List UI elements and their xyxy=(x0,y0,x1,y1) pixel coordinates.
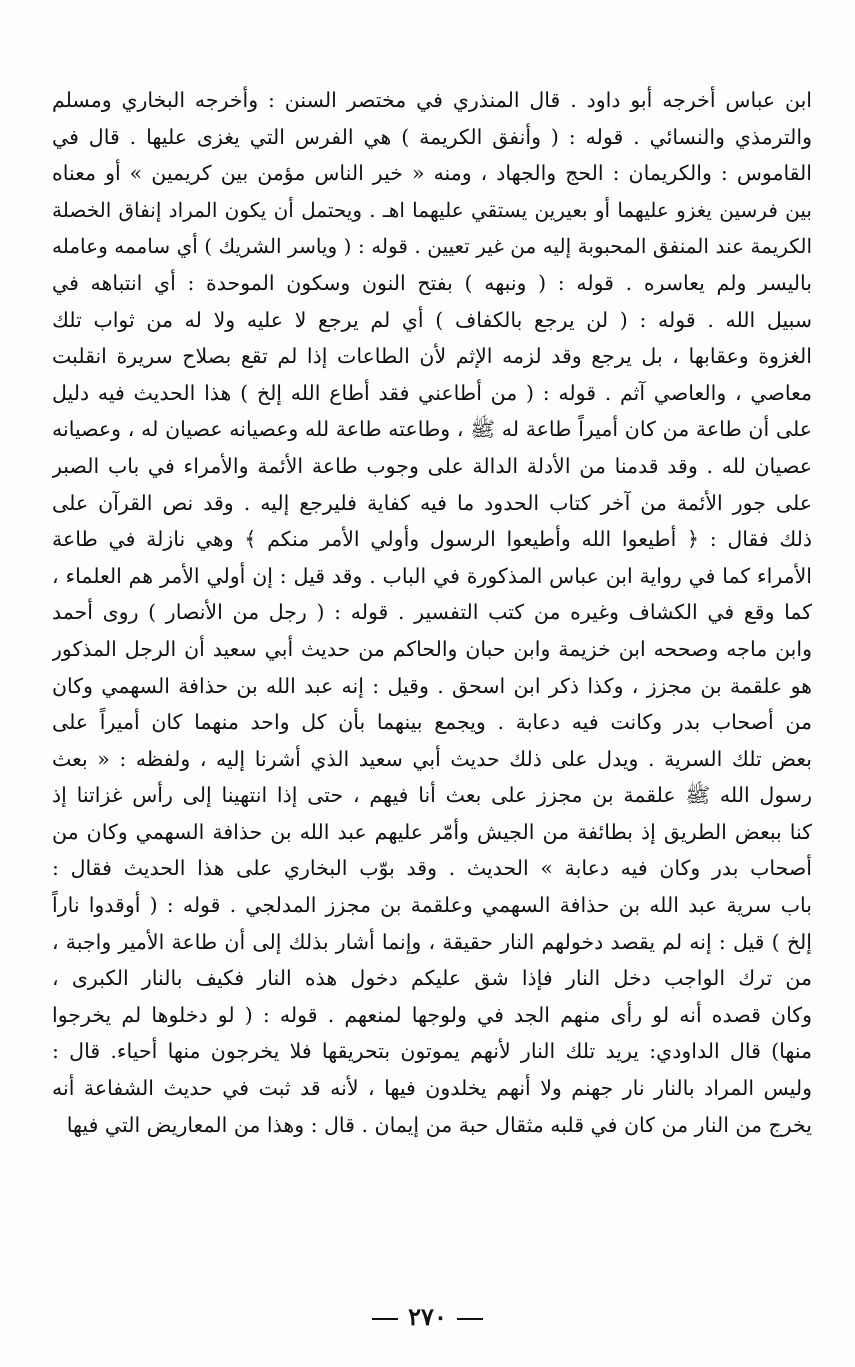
text-line: إلخ ) قيل : إنه لم يقصد دخولهم النار حقيقة ، وإنما أشار بذلك إلى أن طاعة الأمير واجبة ، xyxy=(52,929,812,954)
text-line: كما وقع في الكشاف وغيره من كتب التفسير . قوله : ( رجل من الأنصار ) روى أحمد xyxy=(52,600,812,625)
text-line: من ترك الواجب دخل النار فإذا شق عليكم دخول هذه النار فكيف بالنار الكبرى ، xyxy=(52,966,812,991)
text-line: والترمذي والنسائي . قوله : ( وأنفق الكريمة ) هي الفرس التي يغزى عليها . قال في xyxy=(52,124,812,149)
text-line: الغزوة وعقابها ، بل يرجع وقد لزمه الإثم لأن الطاعات إذا لم تقع بصلاح سريرة انقلبت xyxy=(52,344,812,369)
text-line: عصيان لله . وقد قدمنا من الأدلة الدالة على وجوب طاعة الأئمة والأمراء في باب الصبر xyxy=(52,453,812,478)
text-line: بين فرسين يغزو عليهما أو بعيرين يستقي عليهما اهـ . ويحتمل أن يكون المراد إنفاق الخصلة xyxy=(52,197,812,222)
text-line: يخرج من النار من كان في قلبه مثقال حبة من إيمان . قال : وهذا من المعاريض التي فيها xyxy=(66,1112,812,1137)
text-line: ابن عباس أخرجه أبو داود . قال المنذري في مختصر السنن : وأخرجه البخاري ومسلم xyxy=(52,88,812,112)
text-line: الكريمة عند المنفق المحبوبة إليه من غير تعيين . قوله : ( وياسر الشريك ) أي ساممه وعامله xyxy=(52,234,812,259)
text-line: كنا ببعض الطريق إذ بطائفة من الجيش وأمّر عليهم عبد الله بن حذافة السهمي وكان من xyxy=(52,819,812,844)
text-line: سبيل الله . قوله : ( لن يرجع بالكفاف ) أي لم يرجع لا عليه ولا له من ثواب تلك xyxy=(52,307,812,332)
text-line: بعض تلك السرية . ويدل على ذلك حديث أبي سعيد الذي أشرنا إليه ، ولفظه : « بعث xyxy=(52,746,812,771)
page-number: ٢٧٠ xyxy=(408,1302,447,1331)
text-line: معاصي ، والعاصي آثم . قوله : ( من أطاعني فقد أطاع الله إلخ ) هذا الحديث فيه دليل xyxy=(52,380,812,405)
body-text xyxy=(52,82,812,1143)
text-line: وكان قصده أنه لو رأى منهم الجد في ولوجها لمنعهم . قوله : ( لو دخلوها لم يخرجوا xyxy=(52,1002,812,1027)
footer-dash xyxy=(372,1318,398,1320)
text-line: وليس المراد بالنار نار جهنم ولا أنهم يخلدون فيها ، لأنه قد ثبت في حديث الشفاعة أنه xyxy=(52,1076,812,1101)
text-line: وابن ماجه وصححه ابن خزيمة وابن حبان والحاكم من حديث أبي سعيد أن الرجل المذكور xyxy=(52,636,812,661)
text-line: أصحاب بدر وكان فيه دعابة » الحديث . وقد بوّب البخاري على هذا الحديث فقال : xyxy=(52,856,812,881)
text-line: منها) قال الداودي: يريد تلك النار لأنهم يموتون بتحريقها فلا يخرجون منها أحياء. قال : xyxy=(52,1039,812,1064)
text-line: على أن طاعة من كان أميراً طاعة له ﷺ ، وطاعته طاعة لله وعصيانه عصيان له ، وعصيانه xyxy=(52,417,812,442)
text-line: على جور الأئمة من آخر كتاب الحدود ما فيه كفاية فليرجع إليه . وقد نص القرآن على xyxy=(52,490,812,515)
footer-dash xyxy=(457,1318,483,1320)
text-line: الأمراء كما في رواية ابن عباس المذكورة في الباب . وقد قيل : إن أولي الأمر هم العلماء ، xyxy=(52,563,812,588)
text-line: هو علقمة بن مجزز ، وكذا ذكر ابن اسحق . وقيل : إنه عبد الله بن حذافة السهمي وكان xyxy=(52,673,812,698)
text-line: باب سرية عبد الله بن حذافة السهمي وعلقمة بن مجزز المدلجي . قوله : ( أوقدوا ناراً xyxy=(52,893,812,918)
page-footer xyxy=(0,1302,855,1331)
text-line: رسول الله ﷺ علقمة بن مجزز على بعث أنا فيهم ، حتى إذا انتهينا إلى رأس غزاتنا إذ xyxy=(52,783,812,808)
text-line: القاموس : والكريمان : الحج والجهاد ، ومنه « خير الناس مؤمن بين كريمين » أو معناه xyxy=(52,161,812,186)
text-line: باليسر ولم يعاسره . قوله : ( ونبهه ) بفتح النون وسكون الموحدة : أي انتباهه في xyxy=(52,270,812,295)
text-line: ذلك فقال : ﴿ أطيعوا الله وأطيعوا الرسول وأولي الأمر منكم ﴾ وهي نازلة في طاعة xyxy=(52,527,812,552)
text-line: من أصحاب بدر وكانت فيه دعابة . ويجمع بينهما بأن كل واحد منهما كان أميراً على xyxy=(52,710,812,735)
